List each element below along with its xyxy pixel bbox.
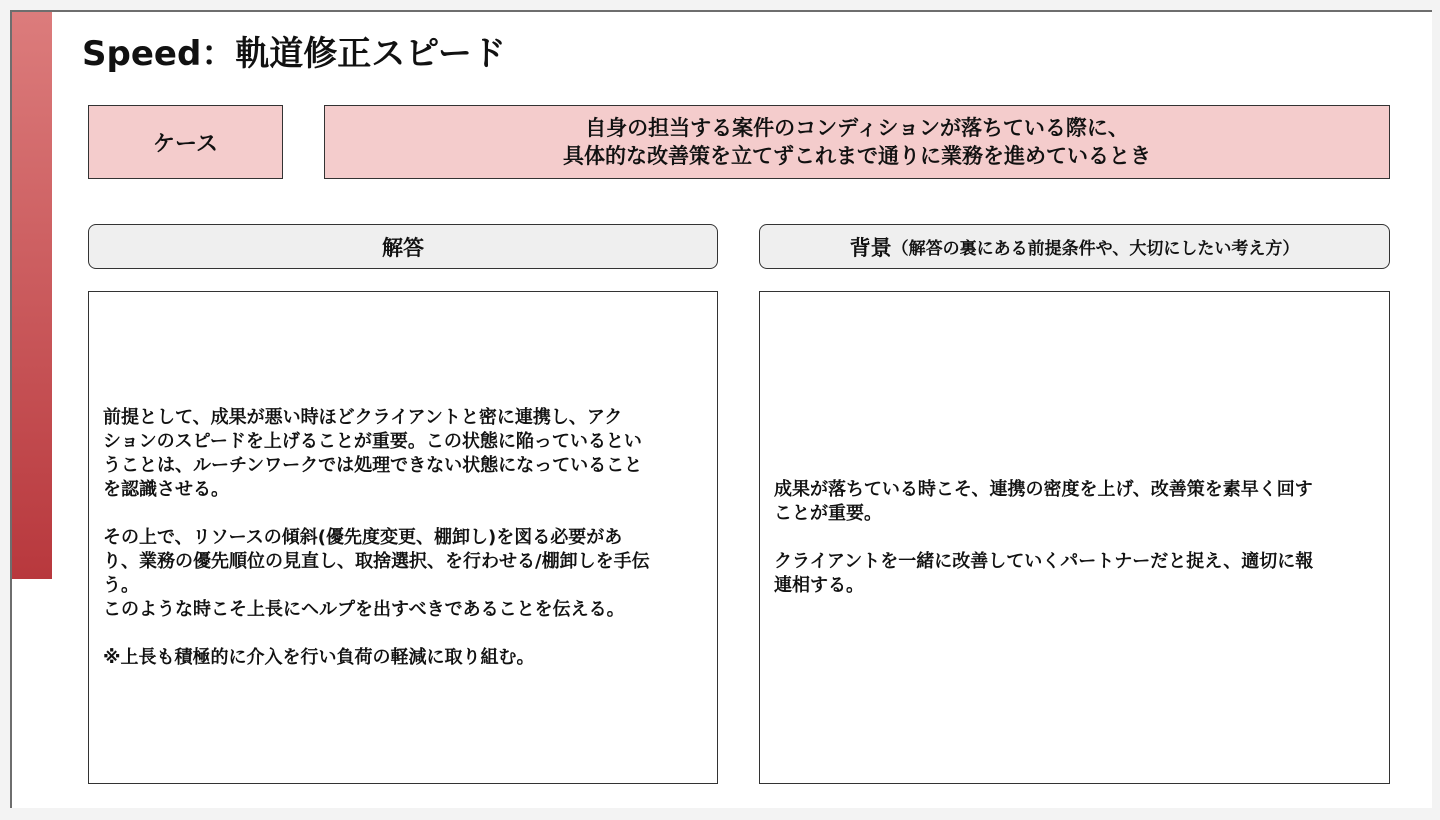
background-paragraph: 成果が落ちている時こそ、連携の密度を上げ、改善策を素早く回す ことが重要。 — [774, 478, 1313, 524]
answer-header-label: 解答 — [382, 235, 424, 260]
paragraph-spacer — [103, 502, 703, 526]
background-text — [774, 478, 1375, 598]
background-paragraph: クライアントを一緒に改善していくパートナーだと捉え、適切に報 連相する。 — [774, 550, 1314, 596]
slide — [10, 10, 1432, 808]
paragraph-spacer — [774, 526, 1375, 550]
background-header — [759, 224, 1390, 269]
answer-content-box — [88, 291, 718, 784]
answer-paragraph: その上で、リソースの傾斜(優先度変更、棚卸し)を図る必要があ り、業務の優先順位の見直し、取捨選択、を行わせる/棚卸しを手伝 う。 このような時こそ上長にヘルプを出すべきであることを伝える。 — [103, 526, 650, 620]
background-header-sublabel: （解答の裏にある前提条件や、大切にしたい考え方） — [891, 239, 1300, 259]
answer-header — [88, 224, 718, 269]
background-header-label: 背景 — [849, 235, 892, 260]
case-line: 具体的な改善策を立てずこれまで通りに業務を進めているとき — [563, 144, 1151, 168]
answer-paragraph: 前提として、成果が悪い時ほどクライアントと密に連携し、アク ションのスピードを上げることが重要。この状態に陥っているとい うことは、ルーチンワークでは処理できない状態になっていること を認識させる。 — [103, 406, 643, 500]
accent-bar — [12, 12, 52, 579]
answer-paragraph: ※上長も積極的に介入を行い負荷の軽減に取り組む。 — [103, 646, 535, 668]
case-label: ケース — [153, 131, 218, 157]
paragraph-spacer — [103, 622, 703, 646]
case-label-box — [88, 105, 283, 179]
case-line: 自身の担当する案件のコンディションが落ちている際に、 — [585, 116, 1129, 140]
case-description-box — [324, 105, 1390, 179]
page-title: Speed：軌道修正スピード — [82, 34, 506, 74]
answer-text — [103, 406, 703, 670]
background-content-box — [759, 291, 1390, 784]
